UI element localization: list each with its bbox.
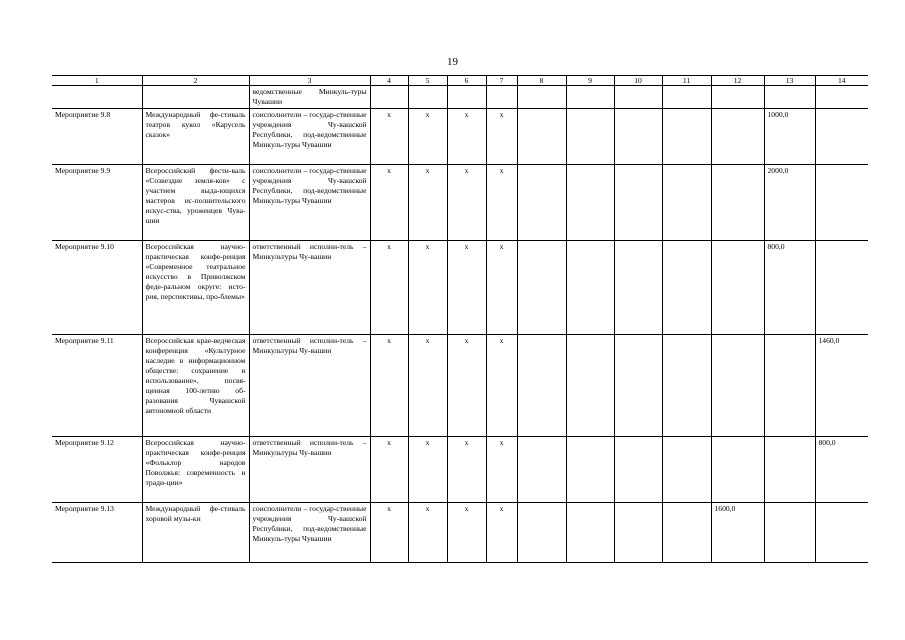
column-header: 1 (52, 76, 142, 86)
executor-cell: соисполнители – государ-ственные учреждения Чу-вашской Республики, под-ведомственные Минкуль-туры Чувашии (249, 165, 370, 241)
year-mark-cell: х (447, 165, 486, 241)
table-row (52, 437, 868, 503)
funding-cell (662, 437, 711, 503)
table-row (52, 86, 868, 109)
column-header: 3 (249, 76, 370, 86)
funding-cell (517, 241, 566, 335)
activity-name-cell: Мероприятие 9.10 (52, 241, 142, 335)
column-header: 13 (764, 76, 815, 86)
funding-cell (517, 335, 566, 437)
table-row (52, 165, 868, 241)
funding-cell (711, 335, 764, 437)
executor-cell: ответственный исполни-тель – Минкультуры Чу-вашии (249, 335, 370, 437)
funding-cell (517, 437, 566, 503)
funding-cell (566, 109, 614, 165)
funding-cell (566, 503, 614, 563)
funding-cell (614, 437, 662, 503)
year-mark-cell: х (408, 109, 447, 165)
activity-description-cell (142, 86, 249, 109)
year-mark-cell: х (370, 241, 408, 335)
year-mark-cell: х (486, 109, 517, 165)
year-mark-cell: х (447, 335, 486, 437)
funding-cell: 800,0 (764, 241, 815, 335)
funding-cell (764, 86, 815, 109)
year-mark-cell: х (486, 437, 517, 503)
executor-cell: соисполнители – государ-ственные учреждения Чу-вашской Республики, под-ведомственные Минкуль-туры Чувашии (249, 109, 370, 165)
funding-cell (566, 241, 614, 335)
column-header: 8 (517, 76, 566, 86)
funding-cell (662, 335, 711, 437)
funding-cell (764, 335, 815, 437)
year-mark-cell: х (447, 437, 486, 503)
column-header: 12 (711, 76, 764, 86)
year-mark-cell: х (486, 165, 517, 241)
year-mark-cell (486, 86, 517, 109)
year-mark-cell: х (370, 109, 408, 165)
year-mark-cell (447, 86, 486, 109)
activity-description-cell: Всероссийская научно-практическая конфе-ренция «Современное театральное искусство в Приволжском феде-ральном округе: исто-рия, перспективы, про-блемы» (142, 241, 249, 335)
funding-cell (614, 335, 662, 437)
column-header: 7 (486, 76, 517, 86)
activity-description-cell: Всероссийский фести-валь «Созвездие земля-ков» с участием выда-ющихся мастеров ис-полнительского искус-ства, уроженцев Чува-шии (142, 165, 249, 241)
year-mark-cell: х (447, 109, 486, 165)
table-row (52, 241, 868, 335)
funding-cell (614, 503, 662, 563)
funding-cell (815, 241, 868, 335)
funding-cell (517, 503, 566, 563)
table-body (52, 76, 868, 563)
funding-cell (517, 86, 566, 109)
activity-description-cell: Международный фе-стиваль хоровой музы-ки (142, 503, 249, 563)
funding-cell (711, 165, 764, 241)
funding-cell (566, 86, 614, 109)
funding-cell (517, 165, 566, 241)
column-header: 5 (408, 76, 447, 86)
funding-cell (815, 109, 868, 165)
funding-cell (711, 86, 764, 109)
funding-cell (566, 165, 614, 241)
column-header: 14 (815, 76, 868, 86)
funding-cell (711, 437, 764, 503)
year-mark-cell: х (408, 503, 447, 563)
year-mark-cell: х (370, 437, 408, 503)
funding-cell (614, 109, 662, 165)
funding-cell: 1460,0 (815, 335, 868, 437)
funding-cell (614, 165, 662, 241)
column-header: 4 (370, 76, 408, 86)
funding-cell: 1000,0 (764, 109, 815, 165)
year-mark-cell: х (370, 503, 408, 563)
column-header: 6 (447, 76, 486, 86)
funding-cell (662, 241, 711, 335)
activity-name-cell: Мероприятие 9.13 (52, 503, 142, 563)
funding-cell: 800,0 (815, 437, 868, 503)
year-mark-cell: х (447, 503, 486, 563)
year-mark-cell: х (408, 335, 447, 437)
funding-cell (662, 503, 711, 563)
funding-cell: 2000,0 (764, 165, 815, 241)
year-mark-cell (408, 86, 447, 109)
table-row (52, 109, 868, 165)
executor-cell: ответственный исполни-тель – Минкультуры Чу-вашии (249, 437, 370, 503)
funding-cell (614, 241, 662, 335)
table-row (52, 335, 868, 437)
activity-name-cell: Мероприятие 9.8 (52, 109, 142, 165)
year-mark-cell: х (370, 165, 408, 241)
program-table (52, 75, 868, 563)
funding-cell (566, 437, 614, 503)
year-mark-cell (370, 86, 408, 109)
column-header: 9 (566, 76, 614, 86)
year-mark-cell: х (486, 335, 517, 437)
funding-cell: 1600,0 (711, 503, 764, 563)
table-row (52, 503, 868, 563)
funding-cell (566, 335, 614, 437)
funding-cell (662, 165, 711, 241)
funding-cell (662, 109, 711, 165)
funding-cell (764, 503, 815, 563)
activity-name-cell (52, 86, 142, 109)
year-mark-cell: х (408, 241, 447, 335)
year-mark-cell: х (408, 437, 447, 503)
funding-cell (711, 109, 764, 165)
activity-name-cell: Мероприятие 9.11 (52, 335, 142, 437)
year-mark-cell: х (486, 503, 517, 563)
column-header: 11 (662, 76, 711, 86)
page-number: 19 (447, 56, 458, 68)
executor-cell: соисполнители – государ-ственные учреждения Чу-вашской Республики, под-ведомственные Минкуль-туры Чувашии (249, 503, 370, 563)
funding-cell (815, 165, 868, 241)
funding-cell (614, 86, 662, 109)
year-mark-cell: х (447, 241, 486, 335)
funding-cell (517, 109, 566, 165)
column-header: 2 (142, 76, 249, 86)
column-header-row (52, 76, 868, 86)
funding-cell (711, 241, 764, 335)
funding-cell (764, 437, 815, 503)
year-mark-cell: х (408, 165, 447, 241)
executor-cell: ответственный исполни-тель – Минкультуры Чу-вашии (249, 241, 370, 335)
column-header: 10 (614, 76, 662, 86)
activity-name-cell: Мероприятие 9.12 (52, 437, 142, 503)
funding-cell (815, 86, 868, 109)
activity-description-cell: Международный фе-стиваль театров кукол «Карусель сказок» (142, 109, 249, 165)
activity-name-cell: Мероприятие 9.9 (52, 165, 142, 241)
activity-description-cell: Всероссийская крае-ведческая конференция «Культурное наследие в информационном обществе: сохранение и использование», посвя-щенная 100-летию об-разования Чувашской автономной области (142, 335, 249, 437)
funding-cell (815, 503, 868, 563)
activity-description-cell: Всероссийская научно-практическая конфе-ренция «Фольклор народов Поволжья: современность и тради-ции» (142, 437, 249, 503)
funding-cell (662, 86, 711, 109)
executor-cell: ведомственные Минкуль-туры Чувашии (249, 86, 370, 109)
year-mark-cell: х (370, 335, 408, 437)
year-mark-cell: х (486, 241, 517, 335)
